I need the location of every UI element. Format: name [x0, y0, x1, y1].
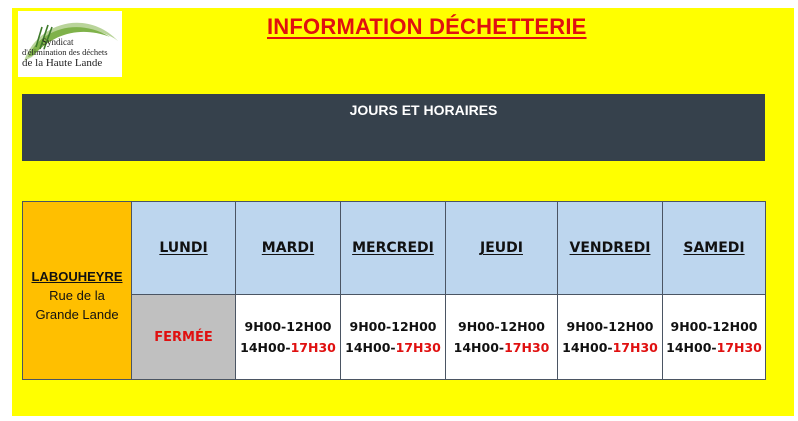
logo-line-2: d'élimination des déchets: [22, 47, 108, 57]
site-address-line-2: Grande Lande: [35, 307, 119, 322]
logo-text: [22, 37, 122, 69]
header-band: [22, 94, 765, 161]
site-name: LABOUHEYRE: [31, 269, 123, 284]
page-title: INFORMATION DÉCHETTERIE: [267, 14, 587, 39]
band-title: JOURS ET HORAIRES: [349, 102, 498, 118]
afternoon-start: 14H00-: [240, 340, 291, 355]
table-row: [23, 295, 766, 380]
afternoon-end: 17H30: [612, 340, 658, 355]
hours-morning: 9H00-12H00: [349, 319, 437, 334]
site-address-line-1: Rue de la: [49, 288, 105, 303]
table-row: [23, 202, 766, 295]
day-header-friday: VENDREDI: [558, 202, 663, 295]
poster: [12, 8, 794, 416]
logo-line-3: de la Haute Lande: [22, 57, 103, 69]
hours-afternoon: [341, 337, 445, 358]
afternoon-end: 17H30: [395, 340, 441, 355]
hours-morning: 9H00-12H00: [566, 319, 654, 334]
hours-morning: 9H00-12H00: [458, 319, 545, 334]
hours-wednesday: [341, 295, 446, 380]
hours-afternoon: [236, 337, 340, 358]
hours-afternoon: [558, 337, 662, 358]
afternoon-start: 14H00-: [453, 340, 505, 355]
hours-morning: 9H00-12H00: [670, 319, 758, 334]
afternoon-start: 14H00-: [562, 340, 613, 355]
site-cell: [23, 202, 132, 380]
day-header-saturday: SAMEDI: [663, 202, 766, 295]
afternoon-end: 17H30: [504, 340, 550, 355]
hours-tuesday: [236, 295, 341, 380]
logo: [18, 11, 122, 77]
day-header-thursday: JEUDI: [446, 202, 558, 295]
hours-saturday: [663, 295, 766, 380]
hours-thursday: [446, 295, 558, 380]
afternoon-end: 17H30: [290, 340, 336, 355]
hours-monday-closed: FERMÉE: [132, 295, 236, 380]
afternoon-end: 17H30: [716, 340, 762, 355]
day-header-wednesday: MERCREDI: [341, 202, 446, 295]
day-header-tuesday: MARDI: [236, 202, 341, 295]
afternoon-start: 14H00-: [666, 340, 717, 355]
logo-line-1: Syndicat: [42, 37, 74, 47]
day-header-monday: LUNDI: [132, 202, 236, 295]
schedule-table: [22, 201, 766, 380]
hours-afternoon: [446, 337, 557, 358]
hours-afternoon: [663, 337, 765, 358]
hours-morning: 9H00-12H00: [244, 319, 332, 334]
afternoon-start: 14H00-: [345, 340, 396, 355]
hours-friday: [558, 295, 663, 380]
